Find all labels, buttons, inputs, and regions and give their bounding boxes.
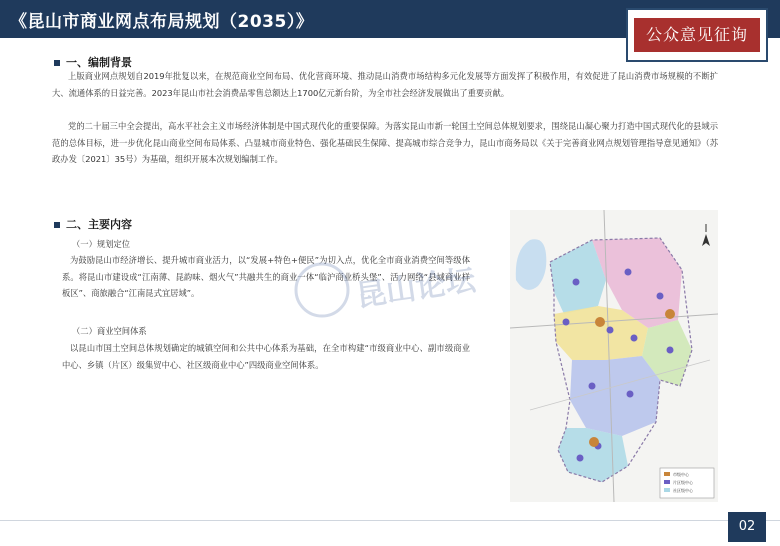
center-marker	[627, 391, 634, 398]
legend-swatch	[664, 480, 670, 484]
center-marker	[573, 279, 580, 286]
positioning-paragraph: 为鼓励昆山市经济增长、提升城市商业活力，以“发展+特色+便民”为切入点，优化全市商业消费空间等级体系。将昆山市建设成“江南薄、昆韵味、烟火气”共融共生的商业一体“临沪商业桥头堡”、活力网络“县域商业样板区”、商旅融合“江南昆式宜居域”。	[62, 255, 470, 298]
spatial-system-paragraph: 以昆山市国土空间总体规划确定的城镇空间和公共中心体系为基础，在全市构建“市级商业中心、副市级商业中心、乡镇（片区）级集贸中心、社区级商业中心”四级商业空间体系。	[62, 343, 470, 370]
legend-item: 社区级中心	[673, 488, 693, 493]
center-marker	[631, 335, 638, 342]
background-paragraph-2: 党的二十届三中全会提出，高水平社会主义市场经济体制是中国式现代化的重要保障。为落实昆山市新一轮国土空间总体规划要求，围绕昆山凝心聚力打造中国式现代化的县域示范的总体目标，进一步优化昆山商业空间布局体系、凸显城市商业特色、强化基础民生保障、提高城市综合竞争力，昆山市商务局以《关于完善商业网点规划管理指导意见通知》（苏政办发〔2021〕35号）为基础，组织开展本次规划编制工作。	[52, 121, 718, 164]
center-marker	[667, 347, 674, 354]
city-center-marker	[665, 309, 675, 319]
page-number: 02	[728, 512, 766, 542]
watermark-text: 昆山论坛	[354, 262, 478, 315]
center-marker	[625, 269, 632, 276]
center-marker	[657, 293, 664, 300]
public-consultation-label: 公众意见征询	[634, 18, 760, 52]
background-paragraph-1: 上版商业网点规划自2019年批复以来，在规范商业空间布局、优化营商环境、推动昆山消费市场结构多元化发展等方面发挥了积极作用，有效促进了昆山消费市场规模的不断扩大、流通体系的日益完善。2023年昆山市社会消费品零售总额达上1700亿元新台阶，为全市社会经济发展做出了重要贡献。	[52, 71, 718, 98]
city-center-marker	[589, 437, 599, 447]
center-marker	[577, 455, 584, 462]
heading-marker-icon	[54, 222, 60, 228]
footer-divider	[0, 520, 780, 521]
page-title: 《昆山市商业网点布局规划（2035）》	[10, 12, 314, 32]
section-heading-text: 一、编制背景	[66, 56, 132, 69]
section-heading-text: 二、主要内容	[66, 218, 132, 231]
center-marker	[607, 327, 614, 334]
section-heading-content	[54, 216, 132, 232]
center-marker	[589, 383, 596, 390]
legend-item: 片区级中心	[673, 480, 693, 485]
public-consultation-stamp	[626, 8, 768, 62]
subheading-positioning: （一）规划定位	[72, 239, 131, 249]
city-center-marker	[595, 317, 605, 327]
legend-swatch	[664, 472, 670, 476]
subheading-spatial-system: （二）商业空间体系	[72, 326, 147, 336]
map-svg	[510, 210, 718, 502]
legend-item: 市级中心	[673, 472, 689, 477]
commercial-layout-map	[510, 210, 718, 502]
center-marker	[563, 319, 570, 326]
legend-swatch	[664, 488, 670, 492]
heading-marker-icon	[54, 60, 60, 66]
